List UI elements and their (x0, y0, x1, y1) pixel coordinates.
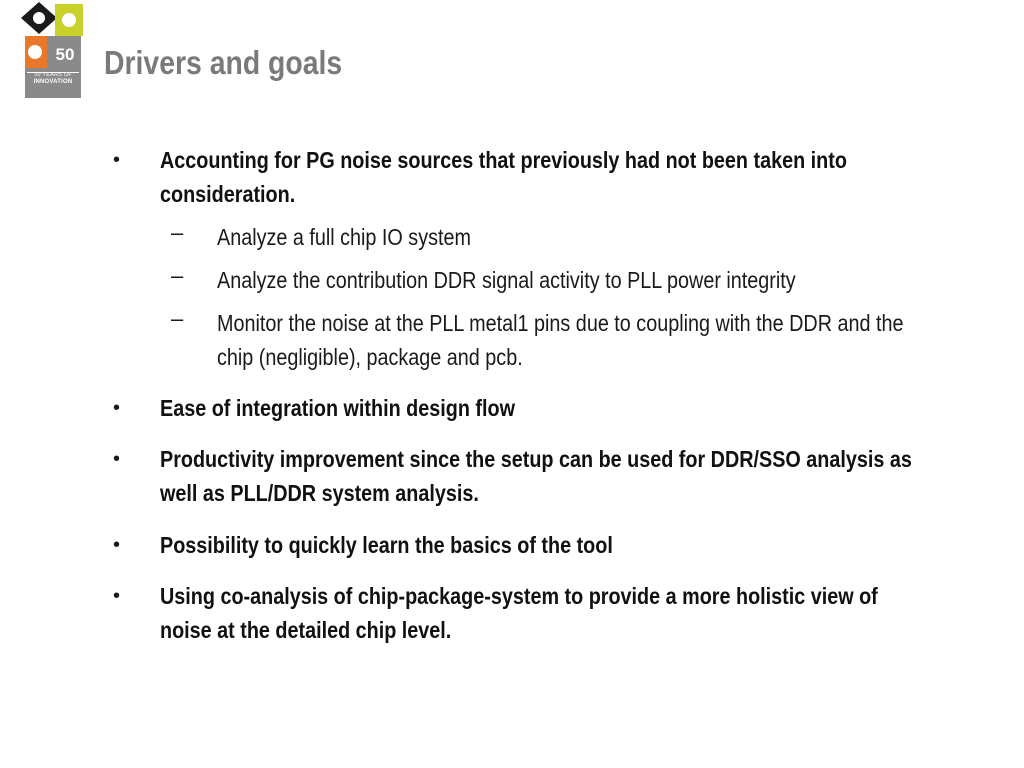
bullet-text: Productivity improvement since the setup can be used for DDR/SSO analysis as well as PLL/DDR system analysis. (160, 446, 912, 506)
bullet-text: Using co-analysis of chip-package-system to provide a more holistic view of noise at the detailed chip level. (160, 583, 878, 643)
bullet-item (0, 528, 1024, 562)
sub-bullet-text: Monitor the noise at the PLL metal1 pins due to coupling with the DDR and the chip (negligible), package and pcb. (217, 310, 904, 370)
logo-tagline-line2: INNOVATION (33, 79, 73, 85)
bullet-item (0, 442, 1024, 512)
bullet-item (0, 579, 1024, 649)
bullet-glyph: • (113, 149, 121, 171)
bullet-glyph: • (113, 448, 121, 470)
logo-number: 50 (55, 45, 75, 64)
slide-title: Drivers and goals (104, 44, 343, 81)
sub-bullet-item (0, 263, 1024, 297)
bullet-text: Possibility to quickly learn the basics of the tool (160, 532, 613, 558)
bullet-glyph: • (113, 534, 121, 556)
sub-bullet-text: Analyze a full chip IO system (217, 224, 471, 250)
bullet-glyph: • (113, 397, 121, 419)
dash-glyph: – (171, 220, 184, 245)
sub-bullet-item (0, 220, 1024, 254)
bullet-text: Accounting for PG noise sources that previously had not been taken into consideration. (160, 147, 847, 207)
dash-glyph: – (171, 263, 184, 288)
logo-tagline-line1: 50 YEARS OF (34, 72, 72, 78)
bullet-text: Ease of integration within design flow (160, 395, 515, 421)
sub-bullet-item (0, 306, 1024, 376)
bullet-item (0, 143, 1024, 213)
bullet-item (0, 391, 1024, 425)
bullet-glyph: • (113, 585, 121, 607)
sub-bullet-text: Analyze the contribution DDR signal activity to PLL power integrity (217, 267, 796, 293)
dash-glyph: – (171, 306, 184, 331)
